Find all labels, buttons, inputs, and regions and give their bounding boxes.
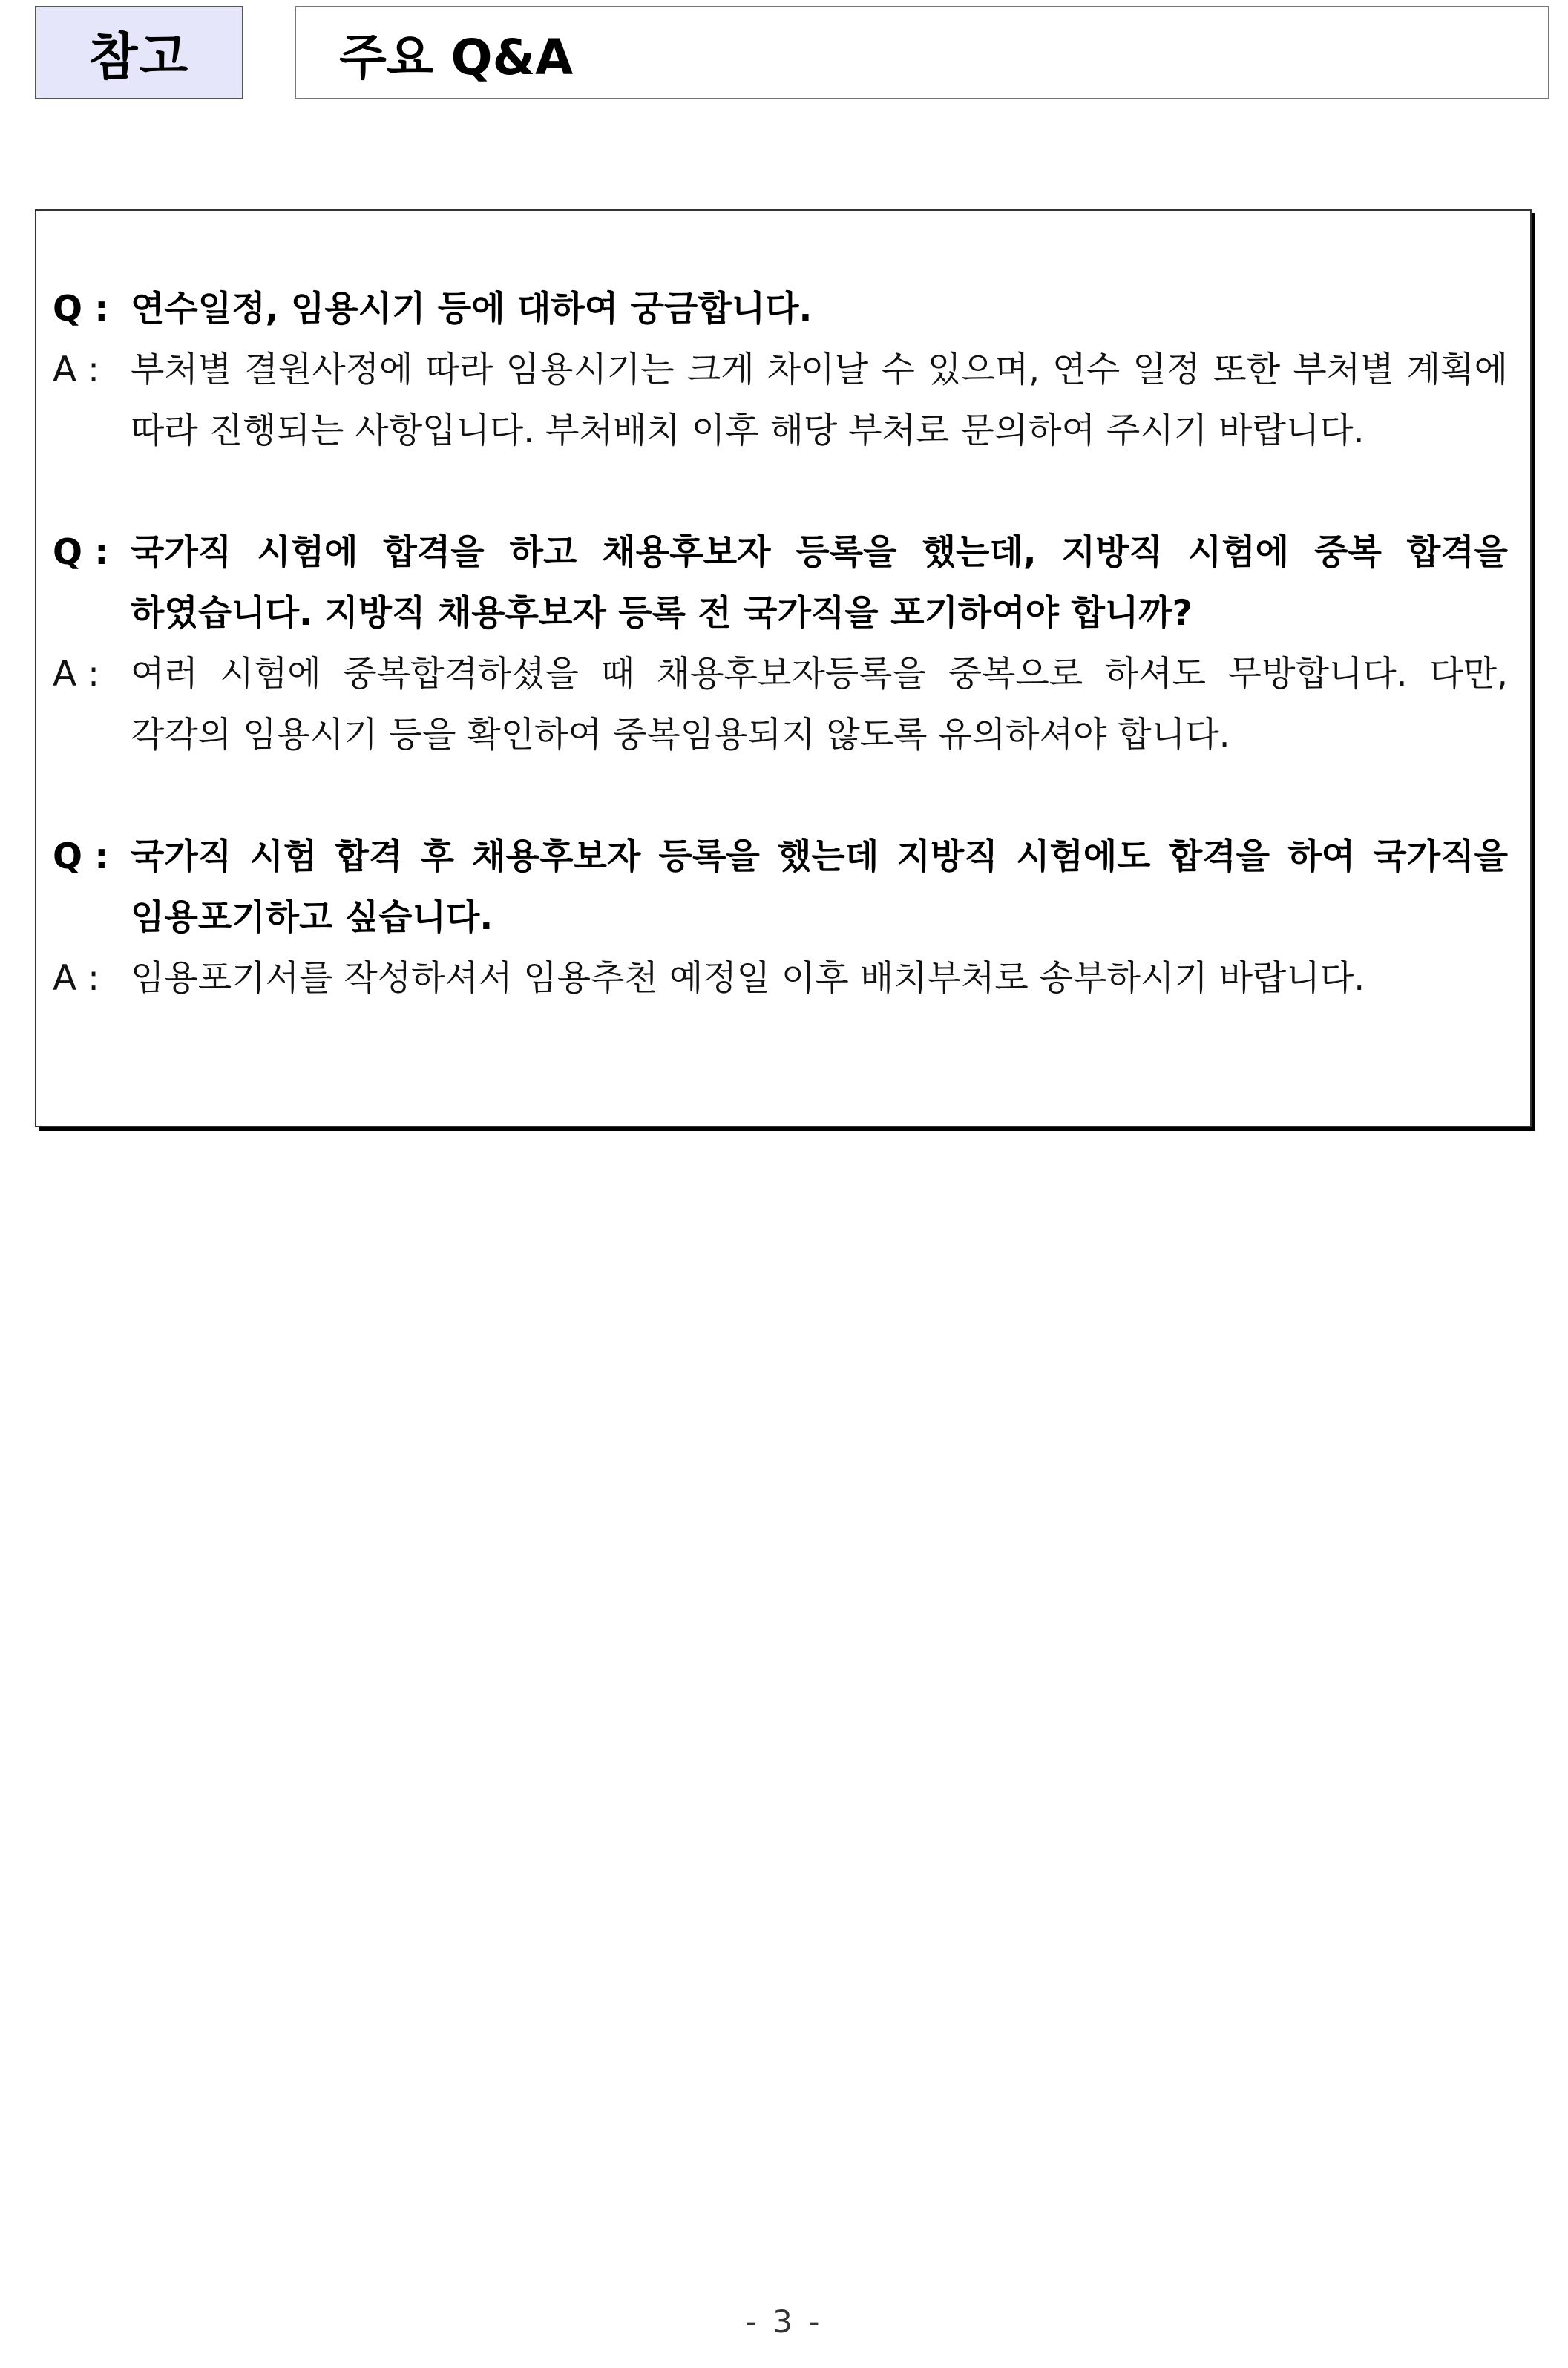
qa-box	[35, 209, 1532, 1127]
question-row	[53, 827, 1508, 948]
question-prefix: Q :	[53, 836, 121, 877]
reference-tag	[35, 6, 243, 99]
section-title-box	[295, 6, 1549, 99]
page-number: - 3 -	[745, 2303, 823, 2340]
answer-text: 임용포기서를 작성하셔서 임용추천 예정일 이후 배치부처로 송부하시기 바랍니다.	[131, 958, 1365, 999]
question-text: 연수일정, 임용시기 등에 대하여 궁금합니다.	[131, 289, 813, 329]
qa-item-2	[53, 522, 1508, 766]
answer-row	[53, 340, 1508, 462]
answer-row	[53, 948, 1508, 1009]
reference-tag-label: 참고	[88, 27, 190, 87]
question-text: 국가직 시험에 합격을 하고 채용후보자 등록을 했는데, 지방직 시험에 중복 합격을 하였습니다. 지방직 채용후보자 등록 전 국가직을 포기하여야 합니까?	[131, 532, 1508, 634]
section-title: 주요 Q&A	[339, 28, 574, 86]
question-prefix: Q :	[53, 289, 121, 329]
answer-prefix: A :	[53, 654, 111, 695]
qa-item-1	[53, 279, 1508, 462]
answer-prefix: A :	[53, 958, 111, 999]
question-prefix: Q :	[53, 532, 121, 573]
answer-row	[53, 644, 1508, 766]
qa-item-3	[53, 827, 1508, 1009]
question-row	[53, 522, 1508, 644]
answer-text: 여러 시험에 중복합격하셨을 때 채용후보자등록을 중복으로 하셔도 무방합니다. 다만, 각각의 임용시기 등을 확인하여 중복임용되지 않도록 유의하셔야 합니다.	[131, 654, 1508, 755]
answer-text: 부처별 결원사정에 따라 임용시기는 크게 차이날 수 있으며, 연수 일정 또한 부처별 계획에 따라 진행되는 사항입니다. 부처배치 이후 해당 부처로 문의하여 주시기 바랍니다.	[131, 350, 1508, 451]
question-text: 국가직 시험 합격 후 채용후보자 등록을 했는데 지방직 시험에도 합격을 하여 국가직을 임용포기하고 싶습니다.	[131, 836, 1508, 938]
question-row	[53, 279, 1508, 340]
answer-prefix: A :	[53, 350, 111, 390]
